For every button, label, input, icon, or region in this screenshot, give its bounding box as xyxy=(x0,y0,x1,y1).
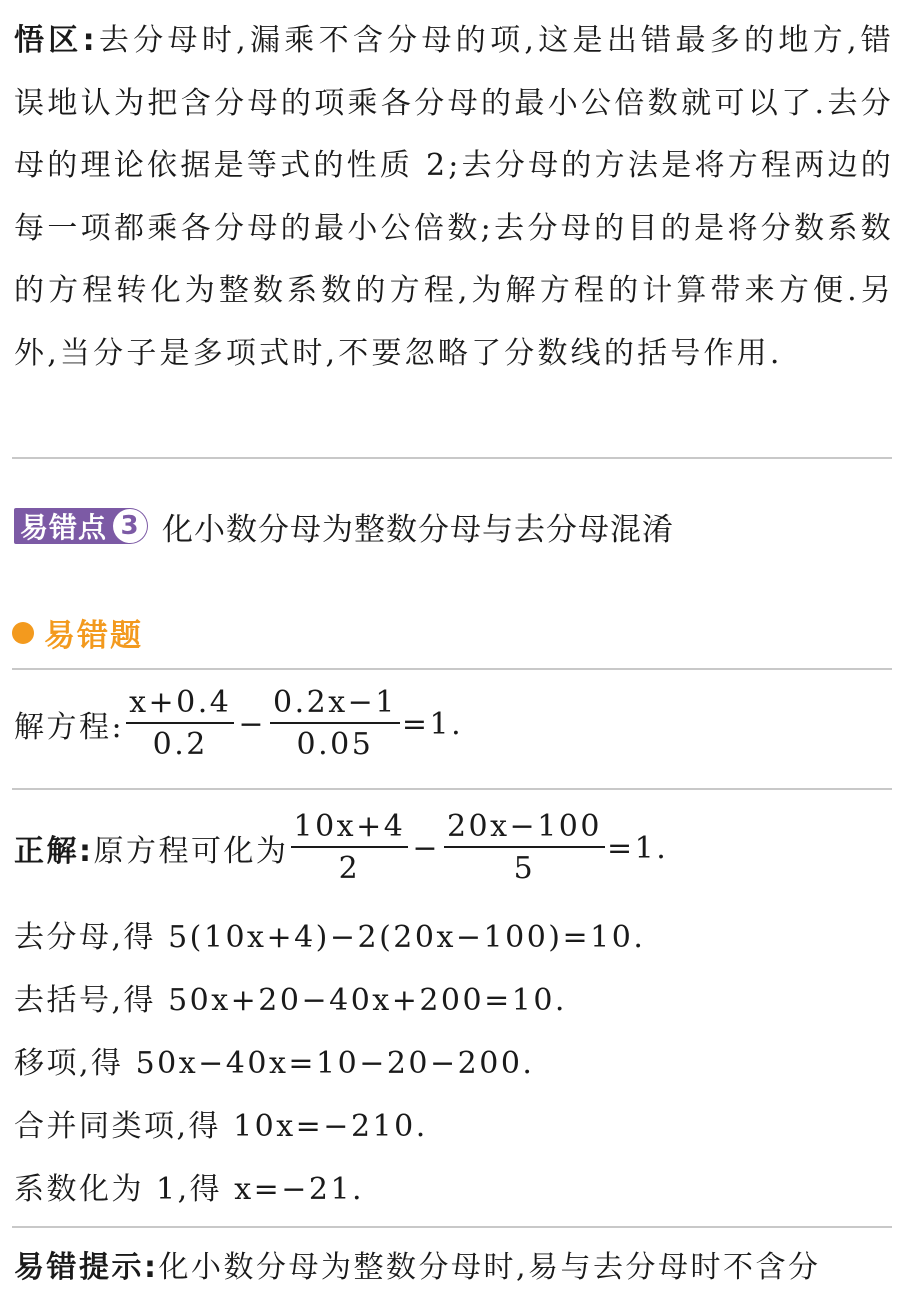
section-title: 易错题 xyxy=(44,618,143,654)
solution-rhs: =1. xyxy=(606,830,669,866)
error-point-number: 3 xyxy=(113,509,147,543)
divider xyxy=(12,788,892,790)
wuqu-label: 悟区: xyxy=(14,23,98,58)
solution-fraction-2-denominator: 5 xyxy=(513,851,536,886)
solution-minus: − xyxy=(412,830,440,866)
solution-fraction-1-numerator: 10x+4 xyxy=(291,812,409,848)
error-point-title: 化小数分母为整数分母与去分母混淆 xyxy=(162,511,675,548)
problem-minus: − xyxy=(238,706,267,742)
divider xyxy=(12,1226,892,1228)
error-tip-text: 化小数分母为整数分母时,易与去分母时不含分 xyxy=(158,1250,821,1285)
solution-label: 正解: xyxy=(14,834,94,869)
problem-equation xyxy=(14,685,464,762)
solution-equation xyxy=(14,809,669,886)
solution-step: 移项,得 50x−40x=10−20−200. xyxy=(14,1046,535,1081)
solution-fraction-2-numerator: 20x−100 xyxy=(444,812,605,848)
solution-step: 合并同类项,得 10x=−210. xyxy=(14,1109,428,1144)
divider xyxy=(12,457,892,459)
problem-fraction-1 xyxy=(126,685,234,762)
problem-fraction-1-numerator: x+0.4 xyxy=(126,688,234,724)
error-tip xyxy=(14,1242,821,1286)
problem-fraction-2-denominator: 0.05 xyxy=(296,727,374,762)
error-point-banner xyxy=(14,506,674,546)
solution-fraction-1-denominator: 2 xyxy=(338,851,361,886)
wuqu-paragraph xyxy=(14,10,894,385)
problem-prefix: 解方程: xyxy=(14,710,125,745)
problem-rhs: =1. xyxy=(401,706,464,742)
problem-fraction-2-numerator: 0.2x−1 xyxy=(270,688,400,724)
error-point-tag-label: 易错点 xyxy=(20,511,108,544)
solution-step: 系数化为 1,得 x=−21. xyxy=(14,1172,365,1207)
problem-fraction-2 xyxy=(270,685,400,762)
error-tip-label: 易错提示: xyxy=(14,1250,159,1285)
error-point-tag xyxy=(14,508,148,544)
problem-fraction-1-denominator: 0.2 xyxy=(152,727,208,762)
solution-fraction-2 xyxy=(444,809,605,886)
section-heading xyxy=(12,610,143,655)
wuqu-text: 去分母时,漏乘不含分母的项,这是出错最多的地方,错误地认为把含分母的项乘各分母的最小公倍数就可以了.去分母的理论依据是等式的性质 2;去分母的方法是将方程两边的每一项都乘各分母的最小公倍数;去分母的目的是将分数系数的方程转化为整数系数的方程,为解方程的计算带来方便.另外,当分子是多项式时,不要忽略了分数线的括号作用. xyxy=(14,23,894,371)
divider xyxy=(12,668,892,670)
solution-step: 去括号,得 50x+20−40x+200=10. xyxy=(14,983,567,1018)
bullet-dot-icon xyxy=(12,622,34,644)
solution-fraction-1 xyxy=(291,809,409,886)
solution-step: 去分母,得 5(10x+4)−2(20x−100)=10. xyxy=(14,920,646,955)
solution-intro: 原方程可化为 xyxy=(93,834,289,869)
